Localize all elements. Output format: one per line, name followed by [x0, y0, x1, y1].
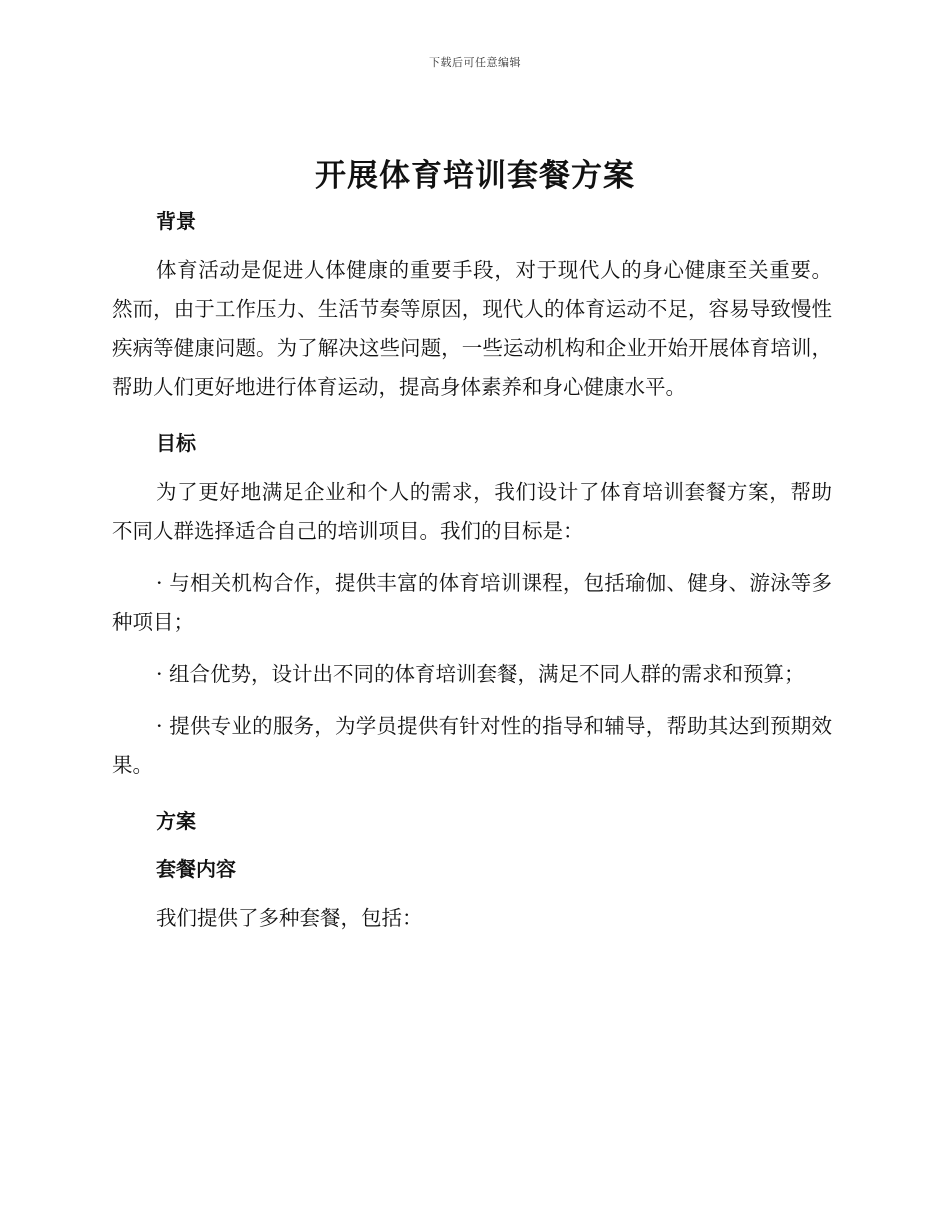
document-title: 开展体育培训套餐方案: [315, 158, 635, 194]
goals-intro-paragraph: 为了更好地满足企业和个人的需求，我们设计了体育培训套餐方案，帮助不同人群选择适合自己的培训项目。我们的目标是：: [112, 480, 832, 543]
goals-list-item: · 提供专业的服务，为学员提供有针对性的指导和辅导，帮助其达到预期效果。: [112, 714, 832, 777]
background-paragraph: 体育活动是促进人体健康的重要手段，对于现代人的身心健康至关重要。然而，由于工作压力、生活节奏等原因，现代人的体育运动不足，容易导致慢性疾病等健康问题。为了解决这些问题，一些运动机构和企业开始开展体育培训，帮助人们更好地进行体育运动，提高身体素养和身心健康水平。: [112, 258, 832, 399]
package-content-paragraph: 我们提供了多种套餐，包括：: [156, 906, 423, 930]
background-heading: 背景: [156, 209, 196, 233]
package-content-heading: 套餐内容: [156, 857, 236, 881]
plan-heading: 方案: [156, 809, 196, 833]
document-body: [112, 203, 832, 938]
goals-list-item: · 与相关机构合作，提供丰富的体育培训课程，包括瑜伽、健身、游泳等多种项目；: [112, 571, 832, 634]
header-note: 下载后可任意编辑: [429, 56, 521, 69]
goals-list-item: · 组合优势，设计出不同的体育培训套餐，满足不同人群的需求和预算；: [156, 662, 805, 686]
goals-heading: 目标: [156, 431, 196, 455]
